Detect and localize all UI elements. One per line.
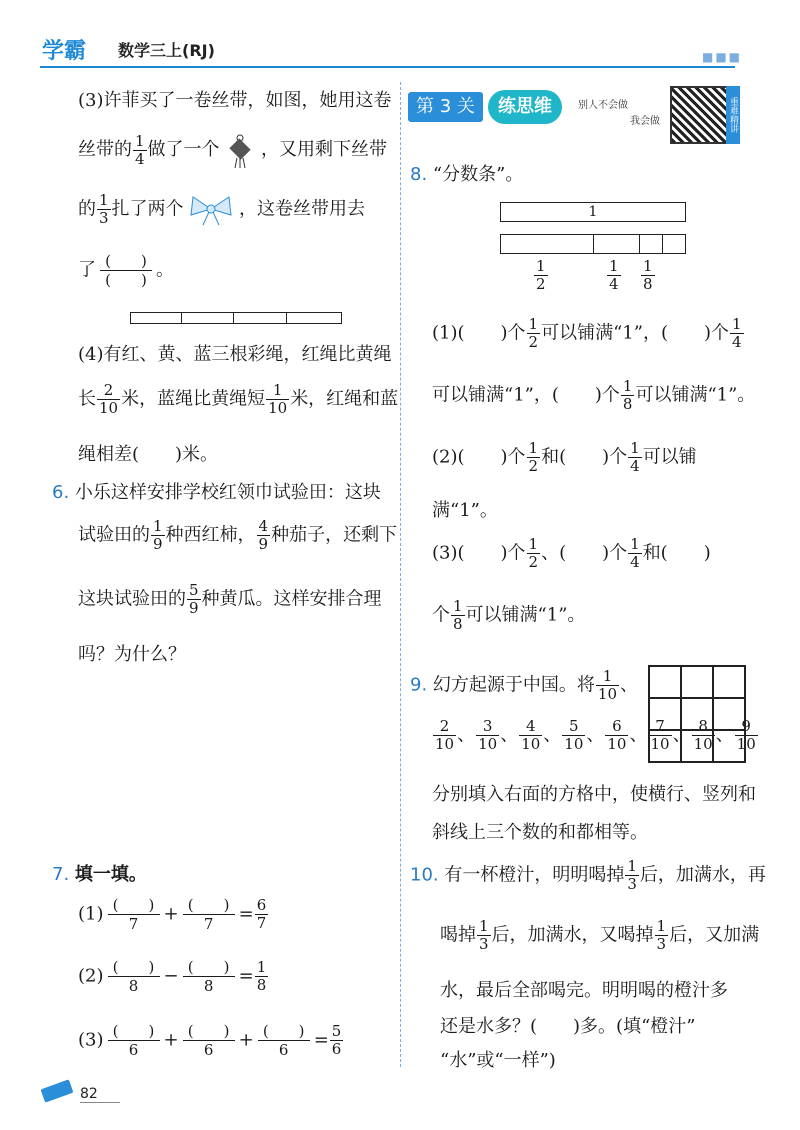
fraction: $\frac{8}{10}$ — [693, 717, 713, 753]
fraction: $\frac{4}{10}$ — [521, 717, 541, 753]
grid-cell[interactable] — [713, 698, 745, 730]
fraction: $\frac{5}{6}$ — [331, 1022, 342, 1058]
fraction: $\frac{1}{8}$ — [256, 958, 267, 994]
grid-cell[interactable] — [713, 666, 745, 698]
header-dots: ■■■ — [702, 50, 743, 64]
ribbon-diagram — [130, 312, 342, 324]
page-number: 82 — [80, 1086, 98, 1102]
q8-title: 8. “分数条”。 — [410, 164, 524, 185]
fraction: $\frac{1}{10}$ — [268, 381, 288, 417]
q7-row3: (3) $\frac{( )}{6}$ + $\frac{( )}{6}$ + $\frac{( )}{6}$ = $\frac{5}{6}$ — [78, 1022, 342, 1059]
fraction: $\frac{1}{2}$ — [528, 535, 539, 571]
q6-line4: 吗？为什么？ — [78, 644, 186, 665]
fraction: $\frac{2}{10}$ — [435, 717, 455, 753]
section-badge: 练思维 — [488, 90, 562, 124]
answer-fraction-blank[interactable]: $\frac{( )}{6}$ — [183, 1022, 235, 1059]
right-column — [410, 150, 766, 1071]
fraction: $\frac{3}{10}$ — [478, 717, 498, 753]
left-column — [52, 82, 399, 1082]
q5-3-line4: 了 $\frac{( )}{( )}$ 。 — [78, 252, 174, 289]
q5-4-line2: 长 $\frac{2}{10}$ 米，蓝绳比黄绳短 $\frac{1}{10}$ 米，红绳和蓝 — [78, 381, 399, 417]
q9-line4: 斜线上三个数的和都相等。 — [432, 822, 648, 843]
q8-p1-line2: 可以铺满“1”，( )个 $\frac{1}{8}$ 可以铺满“1”。 — [432, 377, 756, 413]
q8-p1-line1: (1)( )个 $\frac{1}{2}$ 可以铺满“1”，( )个 $\frac{1}{4}$ — [432, 315, 742, 351]
fraction: $\frac{9}{10}$ — [736, 717, 756, 753]
header-rule — [40, 66, 735, 68]
grid-cell[interactable] — [713, 730, 745, 762]
grid-cell[interactable] — [649, 730, 681, 762]
q7-title: 7. 填一填。 — [52, 864, 147, 885]
column-divider — [400, 82, 401, 1067]
answer-fraction-blank[interactable]: $\frac{( )}{6}$ — [258, 1022, 310, 1059]
fraction: $\frac{1}{4}$ — [630, 439, 640, 475]
label-half: $\frac{1}{2}$ — [536, 257, 546, 293]
magic-square-grid[interactable] — [648, 665, 746, 763]
q5-4-line3: 绳相差( )米。 — [78, 444, 219, 465]
grid-cell[interactable] — [681, 698, 713, 730]
fraction: $\frac{1}{4}$ — [732, 315, 742, 351]
fraction: $\frac{1}{8}$ — [453, 597, 463, 633]
q5-3-line2: 丝带的 $\frac{1}{4}$ 做了一个 ，又用剩下丝带 — [78, 130, 387, 170]
answer-fraction-blank[interactable]: $\frac{( )}{8}$ — [183, 958, 235, 995]
q8-p2-line1: (2)( )个 $\frac{1}{2}$ 和( )个 $\frac{1}{4}$ 可以铺 — [432, 439, 697, 475]
answer-fraction-blank[interactable]: $\frac{( )}{7}$ — [108, 896, 160, 933]
fraction-bar-parts — [500, 234, 686, 254]
grid-cell[interactable] — [649, 698, 681, 730]
bow-icon — [189, 193, 233, 227]
answer-fraction-blank[interactable]: $\frac{( )}{( )}$ — [100, 252, 152, 289]
q10-line3: 水，最后全部喝完。明明喝的橙汁多 — [440, 980, 728, 1001]
answer-fraction-blank[interactable]: $\frac{( )}{6}$ — [108, 1022, 160, 1059]
tag-others: 别人不会做 — [578, 100, 628, 111]
q8-p3-line2: 个 $\frac{1}{8}$ 可以铺满“1”。 — [432, 597, 586, 633]
answer-fraction-blank[interactable]: $\frac{( )}{7}$ — [183, 896, 235, 933]
grid-cell[interactable] — [681, 730, 713, 762]
fraction: $\frac{1}{10}$ — [597, 667, 618, 703]
fraction: $\frac{1}{3}$ — [656, 917, 667, 953]
fraction: $\frac{1}{2}$ — [528, 439, 539, 475]
q9-line3: 分别填入右面的方格中，使横行、竖列和 — [432, 784, 756, 805]
fraction: $\frac{6}{10}$ — [607, 717, 627, 753]
q5-3-line3: 的 $\frac{1}{3}$ 扎了两个 ，这卷丝带用去 — [78, 191, 366, 227]
fraction: $\frac{1}{4}$ — [630, 535, 640, 571]
q8-p3-line1: (3)( )个 $\frac{1}{2}$ 、( )个 $\frac{1}{4}$ 和( ) — [432, 535, 711, 571]
fraction: $\frac{7}{10}$ — [650, 717, 670, 753]
fraction: $\frac{1}{4}$ — [135, 131, 145, 168]
fraction: $\frac{1}{3}$ — [99, 191, 109, 227]
fraction: $\frac{2}{10}$ — [99, 381, 119, 417]
qr-code[interactable] — [670, 86, 728, 144]
q8-p2-line2: 满“1”。 — [432, 500, 498, 521]
qr-tag: 重难精讲 — [726, 86, 740, 144]
fraction: $\frac{5}{10}$ — [564, 717, 584, 753]
fraction: $\frac{6}{7}$ — [256, 896, 267, 932]
label-quarter: $\frac{1}{4}$ — [609, 257, 619, 293]
grid-cell[interactable] — [681, 666, 713, 698]
book-title: 数学三上(RJ) — [118, 41, 215, 60]
q5-3-line1: (3)许菲买了一卷丝带，如图，她用这卷 — [78, 90, 392, 111]
grid-cell[interactable] — [649, 666, 681, 698]
label-eighth: $\frac{1}{8}$ — [643, 257, 653, 293]
fraction: $\frac{1}{3}$ — [479, 917, 489, 953]
answer-fraction-blank[interactable]: $\frac{( )}{8}$ — [108, 958, 160, 995]
fraction-bar-whole: 1 — [500, 202, 686, 222]
brand-logo: 学霸 — [42, 39, 87, 64]
fraction: $\frac{1}{8}$ — [622, 377, 633, 413]
q10-line4: 还是水多？( )多。(填“橙汁” — [440, 1016, 696, 1037]
q6-line2: 试验田的 $\frac{1}{9}$ 种西红柿， $\frac{4}{9}$ 种茄子，还剩下 — [78, 517, 398, 553]
fraction: $\frac{4}{9}$ — [258, 517, 269, 553]
q5-4-line1: (4)有红、黄、蓝三根彩绳，红绳比黄绳 — [78, 344, 392, 365]
pencil-icon — [41, 1079, 74, 1102]
fraction: $\frac{1}{9}$ — [153, 517, 163, 553]
footer-rule — [80, 1102, 120, 1103]
tag-me: 我会做 — [630, 116, 660, 127]
fraction: $\frac{5}{9}$ — [189, 581, 199, 617]
q9-line1: 9. 幻方起源于中国。将 $\frac{1}{10}$ 、 — [410, 667, 639, 703]
chinese-knot-icon — [225, 130, 255, 170]
q10-line1: 10. 有一杯橙汁，明明喝掉 $\frac{1}{3}$ 后，加满水，再 — [410, 857, 766, 893]
level-badge: 第 3 关 — [408, 92, 483, 122]
q7-row2: (2) $\frac{( )}{8}$ − $\frac{( )}{8}$ = $\frac{1}{8}$ — [78, 958, 267, 995]
q6-line3: 这块试验田的 $\frac{5}{9}$ 种黄瓜。这样安排合理 — [78, 581, 382, 617]
q6-line1: 6. 小乐这样安排学校红领巾试验田：这块 — [52, 482, 381, 503]
fraction: $\frac{1}{2}$ — [528, 315, 539, 351]
fraction: $\frac{1}{3}$ — [627, 857, 637, 893]
q9-fraction-list: $\frac{2}{10}$ 、 $\frac{3}{10}$ 、 $\frac{4}{10}$ 、 $\frac{5}{10}$ 、 $\frac{6}{10}$ 、 $\frac{7}{10}$ 、 $\frac{8}{10}$ 、 $\frac{9}{10}$ — [435, 717, 756, 753]
q10-line2: 喝掉 $\frac{1}{3}$ 后，加满水，又喝掉 $\frac{1}{3}$ 后，又加满 — [440, 917, 760, 953]
q7-row1: (1) $\frac{( )}{7}$ + $\frac{( )}{7}$ = $\frac{6}{7}$ — [78, 896, 267, 933]
q10-line5: “水”或“一样”) — [440, 1050, 556, 1071]
